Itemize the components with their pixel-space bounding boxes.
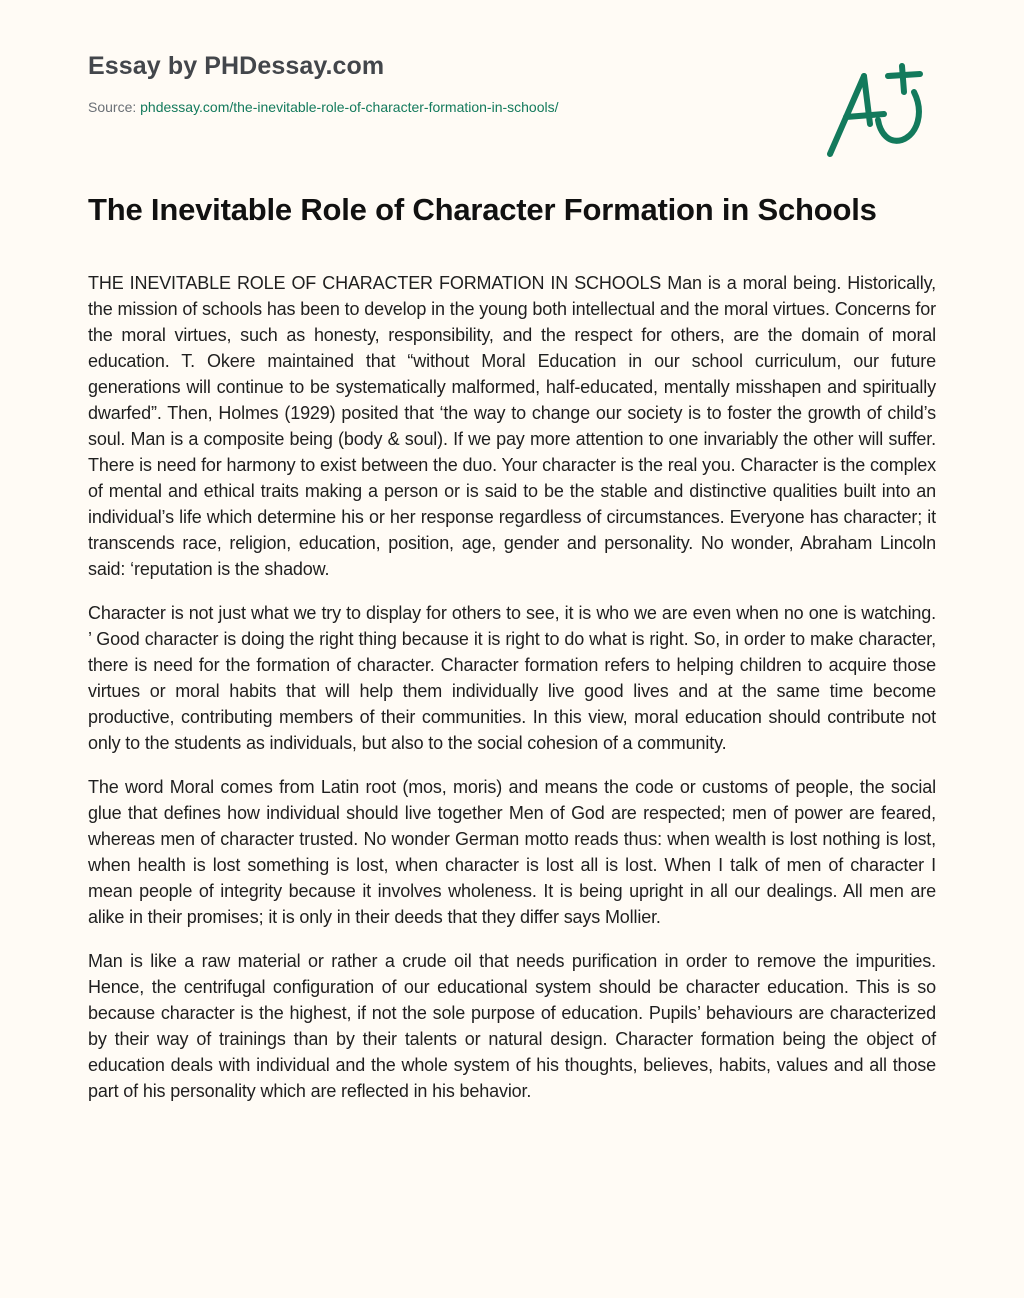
article-paragraph: THE INEVITABLE ROLE OF CHARACTER FORMATION IN SCHOOLS Man is a moral being. Historically, the mission of schools has been to develop in the young both intellectual and the moral virtues. Concerns for the moral virtues, such as honesty, responsibility, and the respect for others, are the domain of moral education. T. Okere maintained that “without Moral Education in our school curriculum, our future generations will continue to be systematically malformed, half-educated, mentally misshapen and spiritually dwarfed”. Then, Holmes (1929) posited that ‘the way to change our society is to foster the growth of child’s soul. Man is a composite being (body & soul). If we pay more attention to one invariably the other will suffer. There is need for harmony to exist between the duo. Your character is the real you. Character is the complex of mental and ethical traits making a person or is said to be the stable and distinctive qualities built into an individual’s life which determine his or her response regardless of circumstances. Everyone has character; it transcends race, religion, education, position, age, gender and personality. No wonder, Abraham Lincoln said: ‘reputation is the shadow. bbox=[88, 273, 936, 579]
site-brand: Essay by PHDessay.com bbox=[88, 52, 385, 80]
source-line bbox=[88, 98, 788, 116]
article-title: The Inevitable Role of Character Formation in Schools bbox=[88, 192, 877, 227]
source-label: Source: bbox=[88, 99, 141, 115]
article-paragraph: Character is not just what we try to display for others to see, it is who we are even when no one is watching. ’ Good character is doing the right thing because it is right to do what is right. So, in order to make character, there is need for the formation of character. Character formation refers to helping children to acquire those virtues or moral habits that will help them individually live good lives and at the same time become productive, contributing members of their communities. In this view, moral education should contribute not only to the students as individuals, but also to the social cohesion of a community. bbox=[88, 603, 936, 753]
source-link[interactable]: phdessay.com/the-inevitable-role-of-character-formation-in-schools/ bbox=[140, 99, 559, 115]
article-paragraph: The word Moral comes from Latin root (mos, moris) and means the code or customs of people, the social glue that defines how individual should live together Men of God are respected; men of power are feared, whereas men of character trusted. No wonder German motto reads thus: when wealth is lost nothing is lost, when health is lost something is lost, when character is lost all is lost. When I talk of men of character I mean people of integrity because it involves wholeness. It is being upright in all our dealings. All men are alike in their promises; it is only in their deeds that they differ says Mollier. bbox=[88, 777, 936, 927]
page-header bbox=[88, 48, 788, 116]
article-paragraph: Man is like a raw material or rather a crude oil that needs purification in order to remove the impurities. Hence, the centrifugal configuration of our educational system should be character education. This is so because character is the highest, if not the sole purpose of education. Pupils’ behaviours are characterized by their way of trainings than by their talents or natural design. Character formation being the object of education deals with individual and the whole system of his thoughts, believes, habits, values and all those part of his personality which are reflected in his behavior. bbox=[88, 951, 936, 1101]
a-plus-grade-icon bbox=[822, 62, 932, 162]
article-body bbox=[88, 270, 936, 1122]
